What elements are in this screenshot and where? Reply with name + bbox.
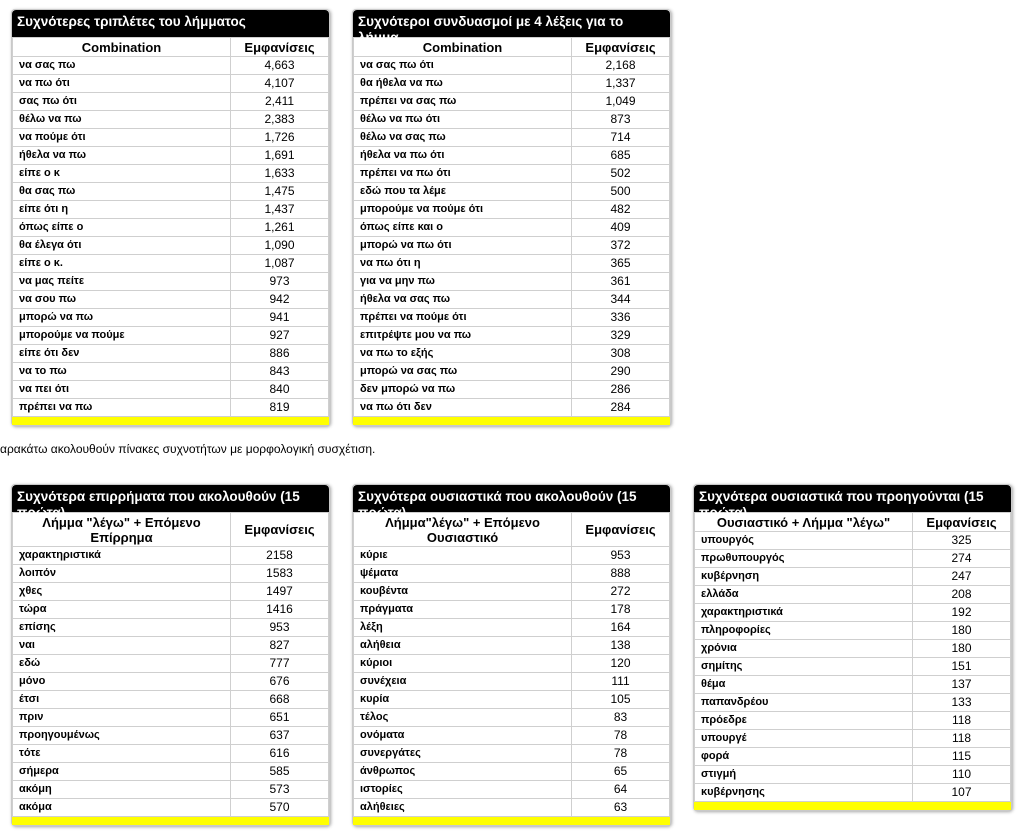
row-count: 115 <box>913 748 1011 766</box>
row-label: ακόμα <box>13 799 231 817</box>
row-count: 272 <box>572 583 670 601</box>
table-row <box>695 604 1011 622</box>
row-count: 290 <box>572 363 670 381</box>
row-label: θα έλεγα ότι <box>13 237 231 255</box>
row-count: 344 <box>572 291 670 309</box>
row-count: 361 <box>572 273 670 291</box>
row-label: δεν μπορώ να πω <box>354 381 572 399</box>
table-row <box>13 709 329 727</box>
table-row <box>13 547 329 565</box>
row-count: 1,726 <box>231 129 329 147</box>
row-label: τέλος <box>354 709 572 727</box>
column-header-combination: Combination <box>13 38 231 57</box>
row-label: θέλω να πω ότι <box>354 111 572 129</box>
row-label: αλήθειες <box>354 799 572 817</box>
table-row <box>354 709 670 727</box>
row-count: 573 <box>231 781 329 799</box>
row-count: 180 <box>913 622 1011 640</box>
row-label: κυβέρνησης <box>695 784 913 802</box>
row-count: 83 <box>572 709 670 727</box>
row-label: πριν <box>13 709 231 727</box>
row-count: 107 <box>913 784 1011 802</box>
column-header-combination: Λήμμα"λέγω" + Επόμενο Ουσιαστικό <box>354 513 572 547</box>
table-row <box>13 691 329 709</box>
table-frequent-triplets <box>11 9 330 426</box>
table-row <box>13 763 329 781</box>
row-label: άνθρωπος <box>354 763 572 781</box>
frequency-table <box>353 37 670 417</box>
table-row <box>354 601 670 619</box>
row-count: 78 <box>572 745 670 763</box>
table-row <box>354 727 670 745</box>
column-header-count: Εμφανίσεις <box>231 38 329 57</box>
row-label: λέξη <box>354 619 572 637</box>
header-row <box>13 38 329 57</box>
row-label: τώρα <box>13 601 231 619</box>
row-label: κύριοι <box>354 655 572 673</box>
table-row <box>354 619 670 637</box>
row-label: αλήθεια <box>354 637 572 655</box>
table-row <box>695 658 1011 676</box>
table-row <box>354 327 670 345</box>
table-row <box>695 622 1011 640</box>
table-row <box>13 111 329 129</box>
row-count: 482 <box>572 201 670 219</box>
column-header-count: Εμφανίσεις <box>913 513 1011 532</box>
table-row <box>13 727 329 745</box>
row-count: 840 <box>231 381 329 399</box>
row-count: 1583 <box>231 565 329 583</box>
column-header-combination: Ουσιαστικό + Λήμμα "λέγω" <box>695 513 913 532</box>
row-count: 1,337 <box>572 75 670 93</box>
row-count: 63 <box>572 799 670 817</box>
row-label: θέμα <box>695 676 913 694</box>
row-count: 4,107 <box>231 75 329 93</box>
table-row <box>354 183 670 201</box>
row-label: κουβέντα <box>354 583 572 601</box>
row-label: εδώ που τα λέμε <box>354 183 572 201</box>
row-label: όπως είπε ο <box>13 219 231 237</box>
row-count: 137 <box>913 676 1011 694</box>
table-row <box>13 673 329 691</box>
row-label: πληροφορίες <box>695 622 913 640</box>
table-row <box>13 781 329 799</box>
row-label: λοιπόν <box>13 565 231 583</box>
table-row <box>695 640 1011 658</box>
row-count: 2158 <box>231 547 329 565</box>
row-label: προηγουμένως <box>13 727 231 745</box>
frequency-table <box>12 512 329 817</box>
table-row <box>695 568 1011 586</box>
table-row <box>13 201 329 219</box>
row-label: να σας πω <box>13 57 231 75</box>
table-row <box>354 309 670 327</box>
row-label: να σας πω ότι <box>354 57 572 75</box>
row-label: να πει ότι <box>13 381 231 399</box>
table-footer-bar <box>12 817 329 825</box>
table-row <box>354 691 670 709</box>
row-label: συνεργάτες <box>354 745 572 763</box>
table-footer-bar <box>353 417 670 425</box>
row-label: να το πω <box>13 363 231 381</box>
table-row <box>13 583 329 601</box>
row-count: 329 <box>572 327 670 345</box>
table-row <box>354 219 670 237</box>
row-count: 668 <box>231 691 329 709</box>
row-count: 286 <box>572 381 670 399</box>
row-count: 685 <box>572 147 670 165</box>
row-count: 308 <box>572 345 670 363</box>
table-row <box>13 327 329 345</box>
table-title: Συχνότερα επιρρήματα που ακολουθούν (15 πρώτα) <box>12 485 329 512</box>
table-row <box>354 381 670 399</box>
row-label: παπανδρέου <box>695 694 913 712</box>
table-row <box>354 57 670 75</box>
row-label: χρόνια <box>695 640 913 658</box>
row-label: να πω ότι <box>13 75 231 93</box>
table-row <box>13 601 329 619</box>
row-label: ιστορίες <box>354 781 572 799</box>
table-preceding-nouns <box>693 484 1012 811</box>
row-count: 78 <box>572 727 670 745</box>
frequency-table <box>694 512 1011 802</box>
row-label: φορά <box>695 748 913 766</box>
row-count: 927 <box>231 327 329 345</box>
table-row <box>13 129 329 147</box>
table-row <box>13 255 329 273</box>
table-row <box>695 748 1011 766</box>
row-label: μόνο <box>13 673 231 691</box>
row-count: 1,090 <box>231 237 329 255</box>
row-count: 192 <box>913 604 1011 622</box>
row-count: 118 <box>913 730 1011 748</box>
row-label: θα σας πω <box>13 183 231 201</box>
row-label: πρέπει να πω ότι <box>354 165 572 183</box>
table-row <box>13 309 329 327</box>
row-count: 372 <box>572 237 670 255</box>
row-count: 365 <box>572 255 670 273</box>
row-count: 585 <box>231 763 329 781</box>
table-row <box>354 781 670 799</box>
row-count: 65 <box>572 763 670 781</box>
row-count: 500 <box>572 183 670 201</box>
header-row <box>354 38 670 57</box>
table-row <box>354 75 670 93</box>
intro-text: αρακάτω ακολουθούν πίνακες συχνοτήτων με μορφολογική συσχέτιση. <box>0 442 376 456</box>
row-count: 637 <box>231 727 329 745</box>
table-row <box>354 673 670 691</box>
row-count: 325 <box>913 532 1011 550</box>
row-count: 2,383 <box>231 111 329 129</box>
table-row <box>13 345 329 363</box>
row-count: 1,633 <box>231 165 329 183</box>
table-row <box>354 255 670 273</box>
table-row <box>13 363 329 381</box>
table-row <box>695 694 1011 712</box>
row-label: υπουργός <box>695 532 913 550</box>
table-row <box>13 183 329 201</box>
table-row <box>13 75 329 93</box>
column-header-combination: Combination <box>354 38 572 57</box>
row-count: 208 <box>913 586 1011 604</box>
table-row <box>354 345 670 363</box>
row-label: μπορούμε να πούμε ότι <box>354 201 572 219</box>
row-count: 118 <box>913 712 1011 730</box>
row-count: 953 <box>572 547 670 565</box>
row-count: 4,663 <box>231 57 329 75</box>
row-count: 151 <box>913 658 1011 676</box>
table-row <box>13 565 329 583</box>
table-row <box>354 583 670 601</box>
row-label: ψέματα <box>354 565 572 583</box>
row-count: 336 <box>572 309 670 327</box>
table-row <box>354 201 670 219</box>
row-count: 973 <box>231 273 329 291</box>
row-count: 284 <box>572 399 670 417</box>
row-label: πράγματα <box>354 601 572 619</box>
row-label: όπως είπε και ο <box>354 219 572 237</box>
row-label: είπε ότι δεν <box>13 345 231 363</box>
table-row <box>13 219 329 237</box>
row-label: σήμερα <box>13 763 231 781</box>
row-count: 180 <box>913 640 1011 658</box>
row-count: 120 <box>572 655 670 673</box>
row-label: πρέπει να σας πω <box>354 93 572 111</box>
row-label: ήθελα να σας πω <box>354 291 572 309</box>
row-label: έτσι <box>13 691 231 709</box>
row-label: μπορώ να πω <box>13 309 231 327</box>
row-count: 616 <box>231 745 329 763</box>
table-row <box>13 619 329 637</box>
table-row <box>354 547 670 565</box>
table-following-nouns <box>352 484 671 826</box>
row-label: πρωθυπουργός <box>695 550 913 568</box>
table-row <box>695 532 1011 550</box>
table-row <box>13 93 329 111</box>
table-title: Συχνότεροι συνδυασμοί με 4 λέξεις για το λήμμα <box>353 10 670 37</box>
row-label: μπορώ να σας πω <box>354 363 572 381</box>
table-row <box>13 273 329 291</box>
row-label: τότε <box>13 745 231 763</box>
row-label: θέλω να πω <box>13 111 231 129</box>
row-count: 111 <box>572 673 670 691</box>
row-count: 133 <box>913 694 1011 712</box>
row-label: χαρακτηριστικά <box>13 547 231 565</box>
table-title: Συχνότερα ουσιαστικά που προηγούνται (15 πρώτα) <box>694 485 1011 512</box>
row-label: ήθελα να πω ότι <box>354 147 572 165</box>
row-count: 873 <box>572 111 670 129</box>
row-count: 274 <box>913 550 1011 568</box>
table-row <box>354 399 670 417</box>
column-header-count: Εμφανίσεις <box>572 38 670 57</box>
row-label: στιγμή <box>695 766 913 784</box>
row-count: 714 <box>572 129 670 147</box>
row-count: 827 <box>231 637 329 655</box>
row-count: 777 <box>231 655 329 673</box>
row-count: 64 <box>572 781 670 799</box>
table-row <box>13 799 329 817</box>
row-label: κύριε <box>354 547 572 565</box>
table-row <box>695 712 1011 730</box>
row-count: 1,261 <box>231 219 329 237</box>
row-label: πρέπει να πούμε ότι <box>354 309 572 327</box>
row-count: 942 <box>231 291 329 309</box>
row-count: 886 <box>231 345 329 363</box>
table-row <box>13 237 329 255</box>
row-label: κυρία <box>354 691 572 709</box>
row-count: 178 <box>572 601 670 619</box>
row-label: να πω ότι δεν <box>354 399 572 417</box>
table-row <box>354 745 670 763</box>
header-row <box>354 513 670 547</box>
table-row <box>13 381 329 399</box>
table-row <box>13 745 329 763</box>
row-label: ακόμη <box>13 781 231 799</box>
row-count: 1416 <box>231 601 329 619</box>
row-count: 1,087 <box>231 255 329 273</box>
table-row <box>354 655 670 673</box>
frequency-table <box>12 37 329 417</box>
table-row <box>695 730 1011 748</box>
row-count: 247 <box>913 568 1011 586</box>
row-count: 164 <box>572 619 670 637</box>
row-count: 1,437 <box>231 201 329 219</box>
row-label: σημίτης <box>695 658 913 676</box>
row-label: θέλω να σας πω <box>354 129 572 147</box>
row-count: 1,475 <box>231 183 329 201</box>
table-row <box>354 165 670 183</box>
table-row <box>354 93 670 111</box>
row-label: υπουργέ <box>695 730 913 748</box>
row-count: 502 <box>572 165 670 183</box>
row-count: 888 <box>572 565 670 583</box>
row-count: 676 <box>231 673 329 691</box>
row-count: 941 <box>231 309 329 327</box>
row-label: χαρακτηριστικά <box>695 604 913 622</box>
row-label: ελλάδα <box>695 586 913 604</box>
table-following-adverbs <box>11 484 330 826</box>
row-count: 409 <box>572 219 670 237</box>
row-count: 1,691 <box>231 147 329 165</box>
table-footer-bar <box>694 802 1011 810</box>
table-row <box>354 799 670 817</box>
table-row <box>13 399 329 417</box>
table-row <box>13 655 329 673</box>
row-label: να πούμε ότι <box>13 129 231 147</box>
row-count: 2,411 <box>231 93 329 111</box>
table-row <box>354 237 670 255</box>
table-row <box>695 766 1011 784</box>
row-label: πρέπει να πω <box>13 399 231 417</box>
table-row <box>354 111 670 129</box>
column-header-count: Εμφανίσεις <box>231 513 329 547</box>
row-count: 651 <box>231 709 329 727</box>
row-count: 570 <box>231 799 329 817</box>
row-label: επίσης <box>13 619 231 637</box>
row-label: χθες <box>13 583 231 601</box>
row-label: ονόματα <box>354 727 572 745</box>
row-label: εδώ <box>13 655 231 673</box>
table-frequent-4word-combinations <box>352 9 671 426</box>
row-label: επιτρέψτε μου να πω <box>354 327 572 345</box>
row-label: πρόεδρε <box>695 712 913 730</box>
table-row <box>13 57 329 75</box>
row-label: να μας πείτε <box>13 273 231 291</box>
row-label: συνέχεια <box>354 673 572 691</box>
table-footer-bar <box>12 417 329 425</box>
row-count: 138 <box>572 637 670 655</box>
row-count: 843 <box>231 363 329 381</box>
table-row <box>13 147 329 165</box>
row-count: 819 <box>231 399 329 417</box>
row-label: μπορούμε να πούμε <box>13 327 231 345</box>
table-row <box>354 363 670 381</box>
table-title: Συχνότερα ουσιαστικά που ακολουθούν (15 πρώτα) <box>353 485 670 512</box>
row-label: θα ήθελα να πω <box>354 75 572 93</box>
table-row <box>354 147 670 165</box>
column-header-combination: Λήμμα "λέγω" + Επόμενο Επίρρημα <box>13 513 231 547</box>
row-count: 2,168 <box>572 57 670 75</box>
table-row <box>354 129 670 147</box>
row-label: είπε ο κ. <box>13 255 231 273</box>
row-label: να πω το εξής <box>354 345 572 363</box>
table-row <box>13 291 329 309</box>
table-row <box>354 637 670 655</box>
table-row <box>695 550 1011 568</box>
row-label: για να μην πω <box>354 273 572 291</box>
table-row <box>13 637 329 655</box>
header-row <box>695 513 1011 532</box>
row-label: να σου πω <box>13 291 231 309</box>
row-label: σας πω ότι <box>13 93 231 111</box>
table-row <box>354 273 670 291</box>
row-count: 105 <box>572 691 670 709</box>
column-header-count: Εμφανίσεις <box>572 513 670 547</box>
row-label: ναι <box>13 637 231 655</box>
row-label: ήθελα να πω <box>13 147 231 165</box>
row-label: είπε ότι η <box>13 201 231 219</box>
table-row <box>13 165 329 183</box>
table-title: Συχνότερες τριπλέτες του λήμματος <box>12 10 329 37</box>
table-row <box>695 784 1011 802</box>
row-label: είπε ο κ <box>13 165 231 183</box>
row-count: 1497 <box>231 583 329 601</box>
table-row <box>354 291 670 309</box>
table-row <box>354 763 670 781</box>
row-label: μπορώ να πω ότι <box>354 237 572 255</box>
table-footer-bar <box>353 817 670 825</box>
row-count: 953 <box>231 619 329 637</box>
row-label: κυβέρνηση <box>695 568 913 586</box>
table-row <box>695 586 1011 604</box>
row-count: 110 <box>913 766 1011 784</box>
frequency-table <box>353 512 670 817</box>
table-row <box>354 565 670 583</box>
table-row <box>695 676 1011 694</box>
header-row <box>13 513 329 547</box>
row-count: 1,049 <box>572 93 670 111</box>
row-label: να πω ότι η <box>354 255 572 273</box>
